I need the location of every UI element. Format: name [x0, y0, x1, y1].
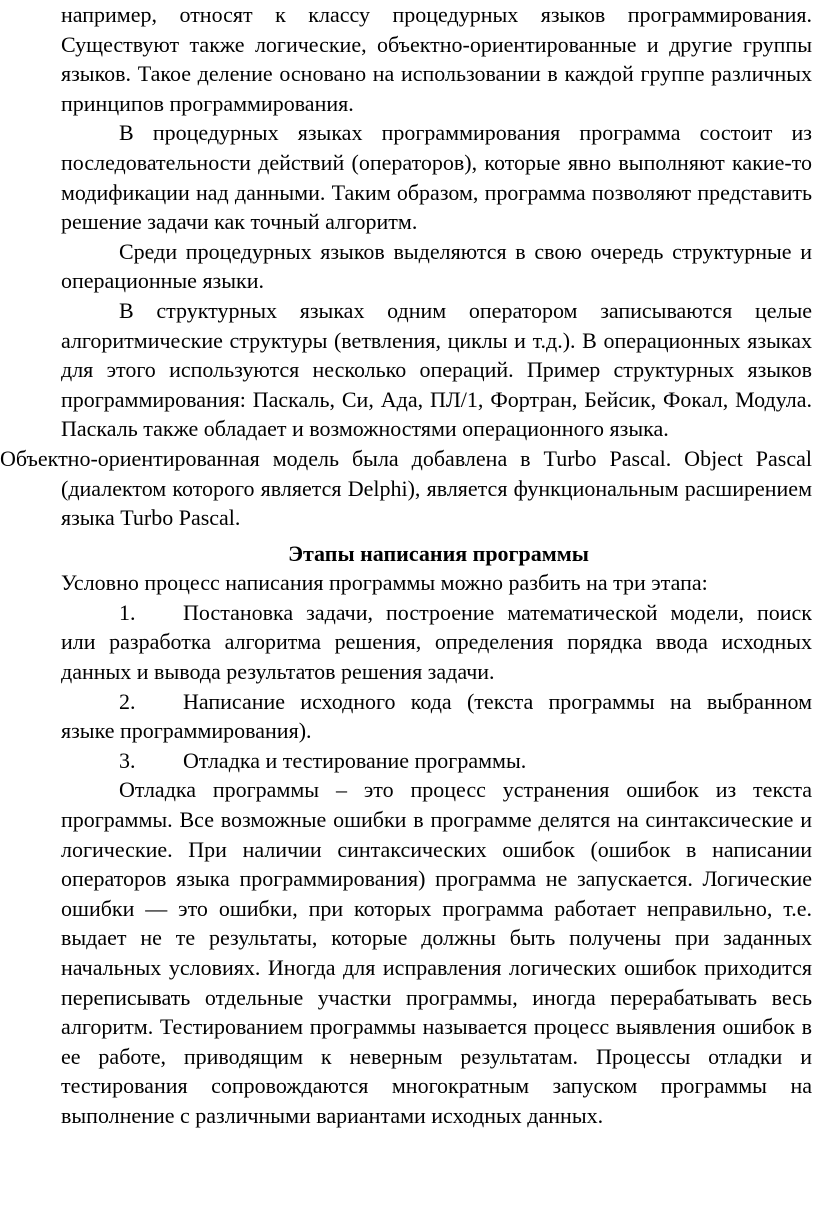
list-number: 3. — [119, 747, 136, 773]
paragraph-intro: Условно процесс написания программы можно разбить на три этапа: — [61, 570, 708, 596]
paragraph-structural-languages: В структурных языках одним оператором записываются целые алгоритмические структуры (ветвления, циклы и т.д.). В операционных языках для этого используются несколько операций. Пример структурных языков программирования: Паскаль, Си, Ада, ПЛ/1, Фортран, Бейсик, Фокал, Модула. Паскаль также обладает и возможностями операционного языка. — [61, 297, 812, 442]
paragraph-structural-and-operational: Среди процедурных языков выделяются в свою очередь структурные и операционные языки. — [61, 238, 812, 294]
list-number: 1. — [119, 599, 136, 625]
list-item-step-3 — [0, 746, 816, 776]
list-item-text: Отладка и тестирование программы. — [183, 747, 527, 773]
list-item-step-1 — [0, 598, 816, 687]
paragraph-object-oriented-model: Объектно-ориентированная модель была добавлена в Turbo Pascal. Object Pascal (диалектом которого является Delphi), является функциональным расширением языка Turbo Pascal. — [0, 445, 812, 531]
list-item-text: Написание исходного кода (текста программы на выбранном языке программирования). — [61, 688, 812, 744]
paragraph-debugging-and-testing: Отладка программы – это процесс устранения ошибок из текста программы. Все возможные ошибки в программе делятся на синтаксические и логические. При наличии синтаксических ошибок (ошибок в написании операторов языка программирования) программа не запускается. Логические ошибки — это ошибки, при которых программа работает неправильно, т.е. выдает не те результаты, которые должны быть получены при заданных начальных условиях. Иногда для исправления логических ошибок приходится переписывать отдельные участки программы, иногда перерабатывать весь алгоритм. Тестированием программы называется процесс выявления ошибок в ее работе, приводящим к неверным результатам. Процессы отладки и тестирования сопровождаются многократным запуском программы на выполнение с различными вариантами исходных данных. — [61, 777, 812, 1128]
list-item-text: Постановка задачи, построение математической модели, поиск или разработка алгоритма решения, определения порядка ввода исходных данных и вывода результатов решения задачи. — [61, 599, 812, 685]
list-item-step-2 — [0, 687, 816, 746]
paragraph-classes-of-languages: например, относят к классу процедурных языков программирования. Существуют также логические, объектно-ориентированные и другие группы языков. Такое деление основано на использовании в каждой группе различных принципов программирования. — [61, 2, 812, 116]
list-number: 2. — [119, 688, 136, 714]
paragraph-procedural-languages: В процедурных языках программирования программа состоит из последовательности действий (операторов), которые явно выполняют какие-то модификации над данными. Таким образом, программа позволяют представить решение задачи как точный алгоритм. — [61, 120, 812, 235]
section-heading: Этапы написания программы — [288, 540, 589, 566]
